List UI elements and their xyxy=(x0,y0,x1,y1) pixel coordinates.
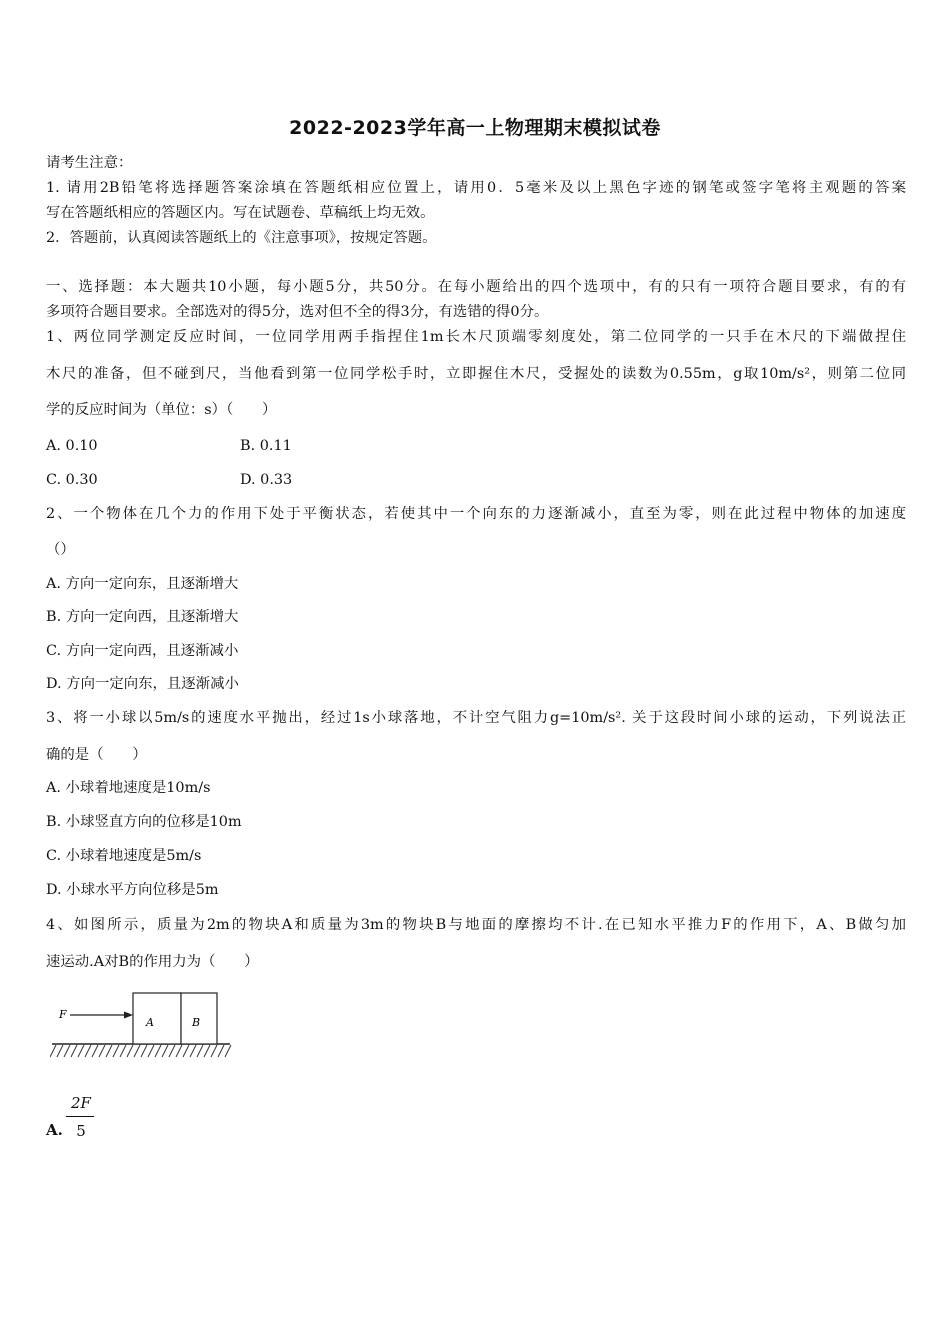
q3-option-d: D. 小球水平方向位移是5m xyxy=(46,882,219,898)
section-heading-line-2: 多项符合题目要求。全部选对的得5分，选对但不全的得3分，有选错的得0分。 xyxy=(46,304,549,320)
q1-stem-line-1: 1、两位同学测定反应时间，一位同学用两手指捏住1m长木尺顶端零刻度处，第二位同学的一只手在木尺的下端做捏住 xyxy=(46,329,906,345)
q2-option-b: B. 方向一定向西，且逐渐增大 xyxy=(46,609,239,625)
notice-line-1-cont: 写在答题纸相应的答题区内。写在试题卷、草稿纸上均无效。 xyxy=(46,205,435,221)
label-f: F xyxy=(59,1008,67,1021)
fraction-bar xyxy=(66,1116,94,1117)
q2-option-d: D. 方向一定向东，且逐渐减小 xyxy=(46,676,239,692)
label-b: B xyxy=(192,1016,201,1029)
arrow-head-icon xyxy=(124,1012,133,1019)
page-title: 2022-2023学年高一上物理期末模拟试卷 xyxy=(289,117,661,139)
q4-option-a-label: A. xyxy=(46,1121,63,1139)
q4-figure-blocks xyxy=(50,990,235,1062)
notice-line-2: 2．答题前，认真阅读答题纸上的《注意事项》，按规定答题。 xyxy=(46,230,437,246)
q1-option-d: D. 0.33 xyxy=(240,472,293,488)
notice-line-1: 1. 请用2B铅笔将选择题答案涂填在答题纸相应位置上，请用0．5毫米及以上黑色字迹的钢笔或签字笔将主观题的答案 xyxy=(46,180,906,196)
q3-option-b: B. 小球竖直方向的位移是10m xyxy=(46,814,242,830)
q1-stem-line-2: 木尺的准备，但不碰到尺，当他看到第一位同学松手时，立即握住木尺，受握处的读数为0.55m，g取10m/s²，则第二位同 xyxy=(46,366,906,382)
q1-option-a: A. 0.10 xyxy=(46,438,98,454)
label-a: A xyxy=(146,1016,154,1029)
section-heading-line-1: 一、选择题：本大题共10小题，每小题5分，共50分。在每小题给出的四个选项中，有的只有一项符合题目要求，有的有 xyxy=(46,279,906,295)
q2-stem-line-1: 2、一个物体在几个力的作用下处于平衡状态，若使其中一个向东的力逐渐减小，直至为零，则在此过程中物体的加速度 xyxy=(46,506,906,522)
q2-stem-line-2: （） xyxy=(46,542,75,558)
q3-stem-line-2: 确的是（ ） xyxy=(46,747,147,763)
fraction-numerator: 2F xyxy=(71,1094,91,1112)
q1-option-c: C. 0.30 xyxy=(46,472,98,488)
q4-stem-line-2: 速运动.A对B的作用力为（ ） xyxy=(46,954,259,970)
q3-stem-line-1: 3、将一小球以5m/s的速度水平抛出，经过1s小球落地，不计空气阻力g=10m/s². 关于这段时间小球的运动，下列说法正 xyxy=(46,710,906,726)
q4-stem-line-1: 4、如图所示，质量为2m的物块A和质量为3m的物块B与地面的摩擦均不计.在已知水平推力F的作用下，A、B做匀加 xyxy=(46,917,906,933)
fraction-denominator: 5 xyxy=(76,1122,86,1140)
notice-heading: 请考生注意： xyxy=(46,155,133,171)
q1-stem-line-3: 学的反应时间为（单位：s）（ ） xyxy=(46,402,277,418)
q2-option-c: C. 方向一定向西，且逐渐减小 xyxy=(46,643,239,659)
block-a xyxy=(133,993,181,1044)
q1-option-b: B. 0.11 xyxy=(240,438,292,454)
q3-option-c: C. 小球着地速度是5m/s xyxy=(46,848,202,864)
q2-option-a: A. 方向一定向东，且逐渐增大 xyxy=(46,576,239,592)
q3-option-a: A. 小球着地速度是10m/s xyxy=(46,780,211,796)
